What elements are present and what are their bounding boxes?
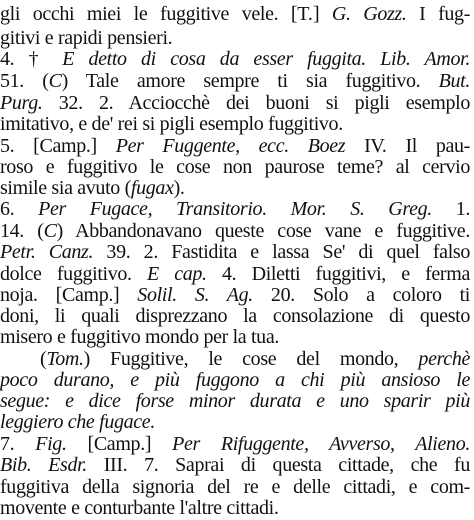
text-segment: roso e fuggitivo le cose non paurose teme? al cervio xyxy=(0,156,470,178)
text-segment: Fig. xyxy=(35,433,67,455)
text-segment: ). xyxy=(173,177,185,199)
text-segment: ) Abbandonavano queste cose vane e fuggitive. xyxy=(56,220,470,242)
text-line xyxy=(0,410,155,434)
text-segment: Tom. xyxy=(46,348,84,370)
text-segment: 1. xyxy=(431,198,471,220)
text-segment: Petr. Canz. xyxy=(0,241,94,263)
text-segment: gli occhi miei le fuggitive vele. [ xyxy=(0,3,298,25)
text-segment: Per Fugace, Transitorio. Mor. S. Greg. xyxy=(38,198,432,220)
text-line xyxy=(0,2,470,26)
text-line xyxy=(0,112,343,136)
text-segment: movente e conturbante l'altre cittadi. xyxy=(0,497,279,519)
text-segment: 39. 2. Fastidita e lassa Se' di quel falso xyxy=(93,241,470,263)
text-segment: 4. Diletti fuggitivi, e ferma xyxy=(206,263,470,285)
text-segment: I fug- xyxy=(406,3,470,25)
text-segment: ) Tale amore sempre ti sia fuggitivo. xyxy=(61,70,439,92)
text-segment: perchè xyxy=(418,348,470,370)
text-segment: leggiero che fugace. xyxy=(0,411,155,433)
text-segment: C xyxy=(43,220,57,242)
text-segment: Bib. Esdr. xyxy=(0,454,87,476)
text-segment: G. Gozz. xyxy=(331,3,407,25)
text-segment: misero e fuggitivo mondo per la tua. xyxy=(0,326,280,348)
text-line xyxy=(0,325,279,349)
text-segment: 32. 2. Acciocchè dei buoni si pigli esemplo xyxy=(42,92,470,114)
text-segment: 6. xyxy=(0,198,39,220)
text-segment: fugax xyxy=(130,177,174,199)
text-segment: Per Rifuggente, Avverso, Alieno. xyxy=(172,433,470,455)
text-line xyxy=(0,240,470,264)
text-segment: E detto di cosa da esser fuggita. Lib. Amor. xyxy=(62,48,470,70)
text-line xyxy=(0,453,470,477)
text-segment: C xyxy=(48,70,62,92)
text-segment: Solil. S. Ag. xyxy=(137,284,253,306)
text-segment: Per Fuggente, ecc. Boez xyxy=(115,135,346,157)
text-segment: III. 7. Saprai di questa cittade, che fu xyxy=(86,454,471,476)
text-line xyxy=(0,496,279,520)
text-segment: 4. † xyxy=(0,48,63,70)
text-segment: 7. xyxy=(0,433,36,455)
text-segment: imitativo, e de' rei si pigli esemplo fuggitivo. xyxy=(0,113,343,135)
text-line xyxy=(0,47,470,71)
text-segment: But. xyxy=(438,70,470,92)
text-segment: doni, li quali disprezzano la consolazione di questo xyxy=(0,305,470,327)
text-segment: fuggitiva della signoria del re e delle cittadi, e com- xyxy=(0,476,470,498)
text-segment: dolce fuggitivo. xyxy=(0,263,148,285)
text-segment: ] xyxy=(312,3,332,25)
text-segment: Purg. xyxy=(0,92,43,114)
text-segment: 14. ( xyxy=(0,220,44,242)
text-segment: T. xyxy=(297,3,313,25)
text-segment: [Camp.] xyxy=(66,433,173,455)
text-segment: E cap. xyxy=(147,263,207,285)
text-line xyxy=(0,69,470,93)
text-segment: segue: e dice forse minor durata e uno sparir più xyxy=(0,390,470,412)
text-segment: IV. Il pau- xyxy=(345,135,470,157)
text-segment: gitivi e rapidi pensieri. xyxy=(0,27,173,49)
text-segment: simile sia avuto ( xyxy=(0,177,131,199)
text-segment: ( xyxy=(40,348,47,370)
text-segment: 5. [Camp.] xyxy=(0,135,116,157)
text-segment: poco durano, e più fuggono a chi più ansioso le xyxy=(0,369,470,391)
text-segment: 20. Solo a coloro ti xyxy=(252,284,470,306)
text-segment: ) Fuggitive, le cose del mondo, xyxy=(83,348,419,370)
text-segment: noja. [Camp.] xyxy=(0,284,138,306)
text-line xyxy=(0,197,470,221)
text-segment: 51. ( xyxy=(0,70,49,92)
